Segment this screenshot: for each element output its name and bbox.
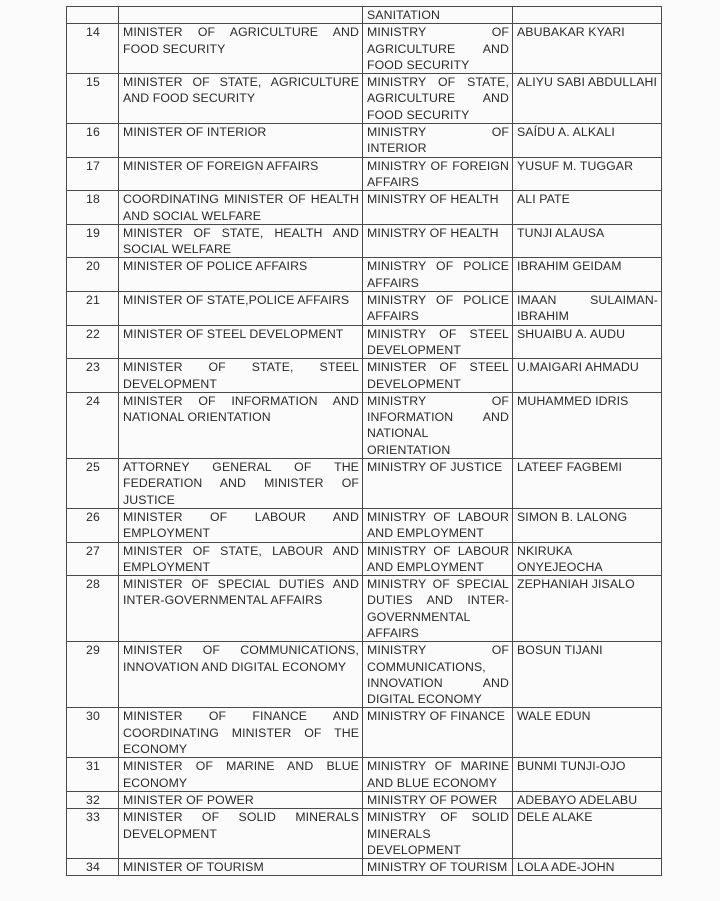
ministry-cell: MINISTRY OF FOREIGN AFFAIRS: [363, 157, 513, 191]
portfolio-title-cell: MINISTER OF AGRICULTURE AND FOOD SECURITY: [119, 24, 363, 74]
serial-number-cell: [67, 7, 119, 24]
minister-name-cell: BOSUN TIJANI: [513, 642, 662, 708]
ministry-cell: MINISTRY OF TOURISM: [363, 859, 513, 876]
table-row: [67, 191, 662, 225]
portfolio-title-cell: MINISTER OF LABOUR AND EMPLOYMENT: [119, 508, 363, 542]
serial-number-cell: 28: [67, 576, 119, 642]
minister-name-cell: YUSUF M. TUGGAR: [513, 157, 662, 191]
serial-number-cell: 16: [67, 124, 119, 158]
minister-name-cell: LATEEF FAGBEMI: [513, 459, 662, 509]
table-row: [67, 508, 662, 542]
portfolio-title-cell: MINISTER OF STATE,POLICE AFFAIRS: [119, 292, 363, 326]
table-row: [67, 124, 662, 158]
portfolio-title-cell: MINISTER OF POLICE AFFAIRS: [119, 258, 363, 292]
ministry-cell: MINISTRY OF POLICE AFFAIRS: [363, 258, 513, 292]
serial-number-cell: 22: [67, 325, 119, 359]
minister-name-cell: WALE EDUN: [513, 708, 662, 758]
portfolio-title-cell: MINISTER OF FINANCE AND COORDINATING MINISTER OF THE ECONOMY: [119, 708, 363, 758]
serial-number-cell: 20: [67, 258, 119, 292]
table-row: [67, 258, 662, 292]
table-row-continued: [67, 7, 662, 24]
minister-name-cell: IBRAHIM GEIDAM: [513, 258, 662, 292]
ministry-cell: SANITATION: [363, 7, 513, 24]
table-row: [67, 74, 662, 124]
portfolio-title-cell: MINISTER OF FOREIGN AFFAIRS: [119, 157, 363, 191]
portfolio-title-cell: MINISTER OF STATE, LABOUR AND EMPLOYMENT: [119, 542, 363, 576]
table-row: [67, 708, 662, 758]
ministry-cell: MINISTRY OF FINANCE: [363, 708, 513, 758]
minister-name-cell: ALIYU SABI ABDULLAHI: [513, 74, 662, 124]
portfolio-title-cell: MINISTER OF COMMUNICATIONS, INNOVATION AND DIGITAL ECONOMY: [119, 642, 363, 708]
serial-number-cell: 15: [67, 74, 119, 124]
table-row: [67, 758, 662, 792]
table-row: [67, 325, 662, 359]
ministry-cell: MINISTRY OF AGRICULTURE AND FOOD SECURITY: [363, 24, 513, 74]
portfolio-title-cell: MINISTER OF TOURISM: [119, 859, 363, 876]
ministry-cell: MINISTRY OF POLICE AFFAIRS: [363, 292, 513, 326]
serial-number-cell: 34: [67, 859, 119, 876]
ministers-table-body: [67, 7, 662, 876]
portfolio-title-cell: MINISTER OF MARINE AND BLUE ECONOMY: [119, 758, 363, 792]
table-row: [67, 576, 662, 642]
ministry-cell: MINISTRY OF LABOUR AND EMPLOYMENT: [363, 508, 513, 542]
minister-name-cell: SIMON B. LALONG: [513, 508, 662, 542]
minister-name-cell: LOLA ADE-JOHN: [513, 859, 662, 876]
minister-name-cell: SAÍDU A. ALKALI: [513, 124, 662, 158]
serial-number-cell: 18: [67, 191, 119, 225]
serial-number-cell: 30: [67, 708, 119, 758]
minister-name-cell: ABUBAKAR KYARI: [513, 24, 662, 74]
ministry-cell: MINISTRY OF MARINE AND BLUE ECONOMY: [363, 758, 513, 792]
portfolio-title-cell: COORDINATING MINISTER OF HEALTH AND SOCIAL WELFARE: [119, 191, 363, 225]
portfolio-title-cell: MINISTER OF INTERIOR: [119, 124, 363, 158]
serial-number-cell: 29: [67, 642, 119, 708]
portfolio-title-cell: MINISTER OF SPECIAL DUTIES AND INTER-GOVERNMENTAL AFFAIRS: [119, 576, 363, 642]
table-row: [67, 292, 662, 326]
portfolio-title-cell: MINISTER OF STATE, HEALTH AND SOCIAL WELFARE: [119, 224, 363, 258]
table-row: [67, 459, 662, 509]
ministry-cell: MINISTRY OF HEALTH: [363, 191, 513, 225]
minister-name-cell: IMAAN SULAIMAN-IBRAHIM: [513, 292, 662, 326]
minister-name-cell: DELE ALAKE: [513, 809, 662, 859]
ministers-table: [66, 6, 662, 876]
serial-number-cell: 33: [67, 809, 119, 859]
table-row: [67, 24, 662, 74]
table-row: [67, 809, 662, 859]
table-row: [67, 359, 662, 393]
serial-number-cell: 24: [67, 392, 119, 458]
serial-number-cell: 31: [67, 758, 119, 792]
ministry-cell: MINISTRY OF LABOUR AND EMPLOYMENT: [363, 542, 513, 576]
serial-number-cell: 14: [67, 24, 119, 74]
ministry-cell: MINISTRY OF COMMUNICATIONS, INNOVATION AND DIGITAL ECONOMY: [363, 642, 513, 708]
table-row: [67, 791, 662, 808]
table-row: [67, 642, 662, 708]
minister-name-cell: TUNJI ALAUSA: [513, 224, 662, 258]
serial-number-cell: 21: [67, 292, 119, 326]
minister-name-cell: SHUAIBU A. AUDU: [513, 325, 662, 359]
table-row: [67, 224, 662, 258]
serial-number-cell: 17: [67, 157, 119, 191]
ministry-cell: MINISTER OF STEEL DEVELOPMENT: [363, 359, 513, 393]
ministry-cell: MINISTRY OF JUSTICE: [363, 459, 513, 509]
serial-number-cell: 32: [67, 791, 119, 808]
ministry-cell: MINISTRY OF INFORMATION AND NATIONAL ORIENTATION: [363, 392, 513, 458]
ministry-cell: MINISTRY OF POWER: [363, 791, 513, 808]
serial-number-cell: 27: [67, 542, 119, 576]
ministry-cell: MINISTRY OF SOLID MINERALS DEVELOPMENT: [363, 809, 513, 859]
portfolio-title-cell: MINISTER OF STATE, STEEL DEVELOPMENT: [119, 359, 363, 393]
ministry-cell: MINISTRY OF STATE, AGRICULTURE AND FOOD SECURITY: [363, 74, 513, 124]
serial-number-cell: 26: [67, 508, 119, 542]
minister-name-cell: ADEBAYO ADELABU: [513, 791, 662, 808]
minister-name-cell: MUHAMMED IDRIS: [513, 392, 662, 458]
table-row: [67, 157, 662, 191]
ministry-cell: MINISTRY OF HEALTH: [363, 224, 513, 258]
serial-number-cell: 19: [67, 224, 119, 258]
portfolio-title-cell: MINISTER OF POWER: [119, 791, 363, 808]
minister-name-cell: ALI PATE: [513, 191, 662, 225]
portfolio-title-cell: MINISTER OF SOLID MINERALS DEVELOPMENT: [119, 809, 363, 859]
serial-number-cell: 25: [67, 459, 119, 509]
minister-name-cell: BUNMI TUNJI-OJO: [513, 758, 662, 792]
ministry-cell: MINISTRY OF STEEL DEVELOPMENT: [363, 325, 513, 359]
minister-name-cell: ZEPHANIAH JISALO: [513, 576, 662, 642]
table-row: [67, 859, 662, 876]
minister-name-cell: [513, 7, 662, 24]
portfolio-title-cell: ATTORNEY GENERAL OF THE FEDERATION AND MINISTER OF JUSTICE: [119, 459, 363, 509]
minister-name-cell: NKIRUKA ONYEJEOCHA: [513, 542, 662, 576]
serial-number-cell: 23: [67, 359, 119, 393]
portfolio-title-cell: [119, 7, 363, 24]
table-row: [67, 542, 662, 576]
portfolio-title-cell: MINISTER OF INFORMATION AND NATIONAL ORIENTATION: [119, 392, 363, 458]
portfolio-title-cell: MINISTER OF STATE, AGRICULTURE AND FOOD SECURITY: [119, 74, 363, 124]
ministry-cell: MINISTRY OF SPECIAL DUTIES AND INTER-GOVERNMENTAL AFFAIRS: [363, 576, 513, 642]
minister-name-cell: U.MAIGARI AHMADU: [513, 359, 662, 393]
ministry-cell: MINISTRY OF INTERIOR: [363, 124, 513, 158]
table-row: [67, 392, 662, 458]
portfolio-title-cell: MINISTER OF STEEL DEVELOPMENT: [119, 325, 363, 359]
